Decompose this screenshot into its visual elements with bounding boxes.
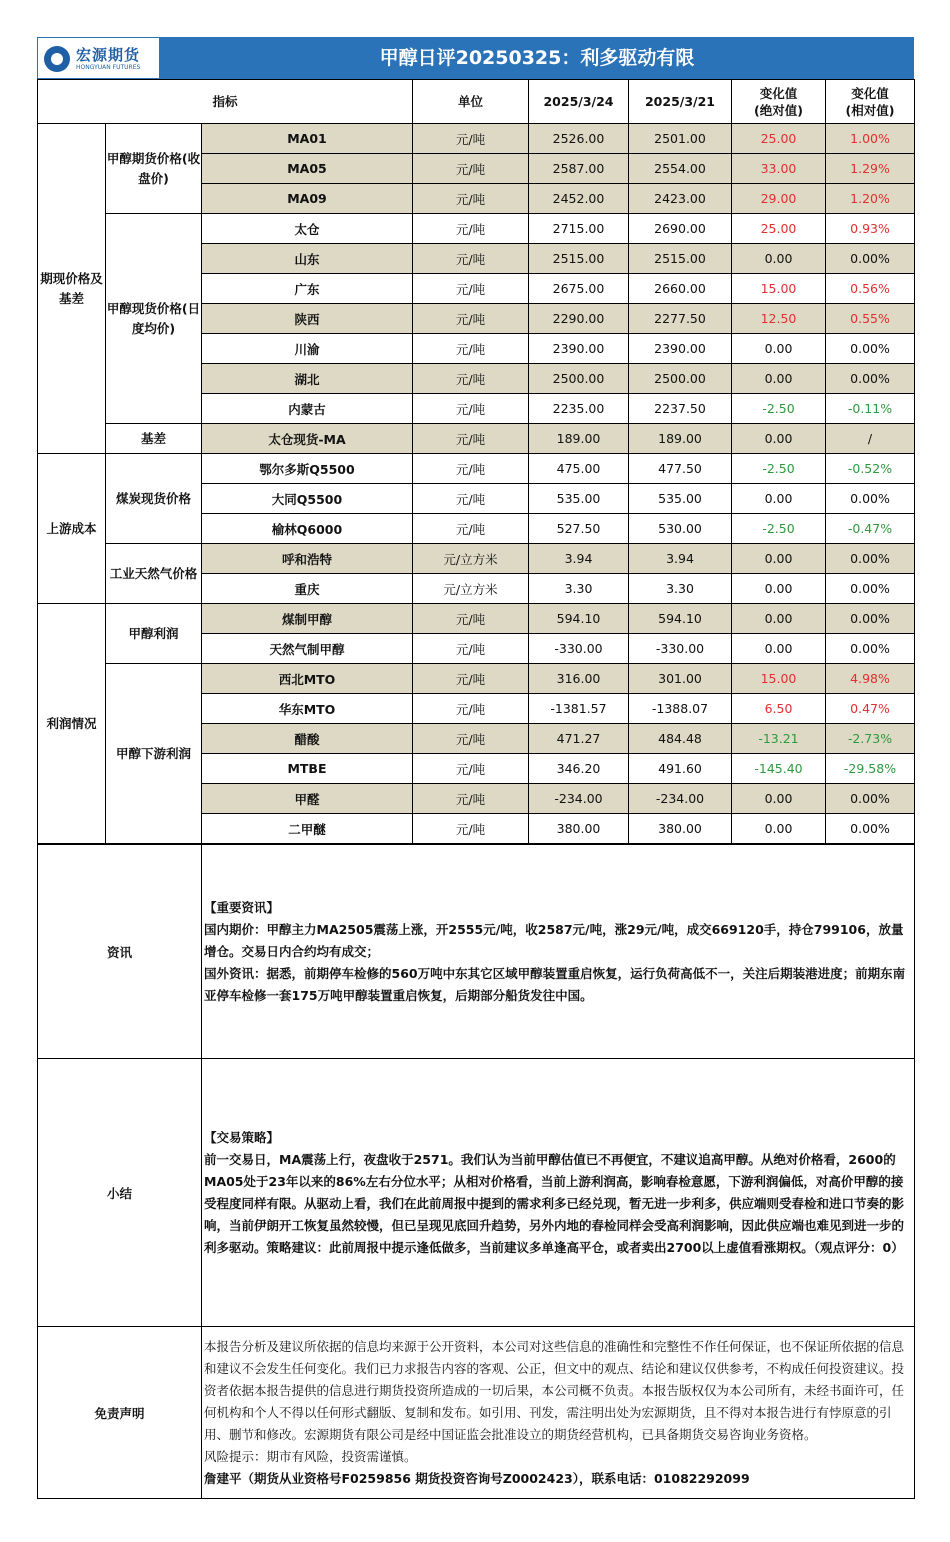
change-absolute: 25.00 (732, 214, 826, 244)
unit-cell: 元/吨 (413, 724, 529, 754)
unit-cell: 元/吨 (413, 784, 529, 814)
unit-cell: 元/吨 (413, 484, 529, 514)
unit-cell: 元/吨 (413, 154, 529, 184)
value-date2: 594.10 (629, 604, 732, 634)
change-relative: 0.00% (826, 814, 915, 844)
value-date2: 2690.00 (629, 214, 732, 244)
value-date1: -234.00 (529, 784, 629, 814)
subcategory-cell: 基差 (106, 424, 202, 454)
change-relative: 4.98% (826, 664, 915, 694)
subcategory-cell: 工业天然气价格 (106, 544, 202, 604)
indicator-name: 内蒙古 (202, 394, 413, 424)
change-absolute: -145.40 (732, 754, 826, 784)
news-row (38, 845, 915, 1059)
indicator-name: 天然气制甲醇 (202, 634, 413, 664)
indicator-name: MTBE (202, 754, 413, 784)
indicator-name: 鄂尔多斯Q5500 (202, 454, 413, 484)
value-date1: 535.00 (529, 484, 629, 514)
indicator-name: 陕西 (202, 304, 413, 334)
value-date1: 2515.00 (529, 244, 629, 274)
summary-content (202, 1059, 915, 1327)
value-date2: 2237.50 (629, 394, 732, 424)
value-date2: 3.30 (629, 574, 732, 604)
logo-english: HONGYUAN FUTURES (76, 64, 141, 71)
unit-cell: 元/吨 (413, 454, 529, 484)
change-absolute: 0.00 (732, 484, 826, 514)
value-date1: 3.94 (529, 544, 629, 574)
value-date2: 491.60 (629, 754, 732, 784)
col-date2: 2025/3/21 (629, 80, 732, 124)
unit-cell: 元/吨 (413, 364, 529, 394)
unit-cell: 元/吨 (413, 304, 529, 334)
indicator-name: MA05 (202, 154, 413, 184)
change-absolute: 0.00 (732, 334, 826, 364)
change-absolute: 0.00 (732, 544, 826, 574)
report-title: 甲醇日评20250325：利多驱动有限 (379, 47, 695, 69)
value-date2: 477.50 (629, 454, 732, 484)
value-date2: 380.00 (629, 814, 732, 844)
value-date2: 2277.50 (629, 304, 732, 334)
summary-heading: 【交易策略】 (204, 1129, 280, 1145)
change-relative: 0.00% (826, 484, 915, 514)
value-date1: 594.10 (529, 604, 629, 634)
value-date1: 2500.00 (529, 364, 629, 394)
value-date2: 2423.00 (629, 184, 732, 214)
change-absolute: 12.50 (732, 304, 826, 334)
indicator-name: 大同Q5500 (202, 484, 413, 514)
change-relative: 0.55% (826, 304, 915, 334)
value-date2: -234.00 (629, 784, 732, 814)
change-relative: 0.56% (826, 274, 915, 304)
value-date1: 2715.00 (529, 214, 629, 244)
subcategory-cell: 甲醇期货价格(收盘价) (106, 124, 202, 214)
value-date2: 530.00 (629, 514, 732, 544)
change-absolute: -2.50 (732, 454, 826, 484)
news-paragraph: 国内期价：甲醇主力MA2505震荡上涨，开2555元/吨，收2587元/吨，涨29元/吨，成交669120手，持仓799106，放量增仓。交易日内合约均有成交； (204, 921, 904, 959)
change-relative: -2.73% (826, 724, 915, 754)
report-sheet (37, 37, 914, 1499)
category-cell: 上游成本 (38, 454, 106, 604)
table-row (38, 124, 915, 154)
value-date1: 471.27 (529, 724, 629, 754)
indicator-name: 醋酸 (202, 724, 413, 754)
value-date1: 3.30 (529, 574, 629, 604)
change-relative: / (826, 424, 915, 454)
change-absolute: 29.00 (732, 184, 826, 214)
change-relative: -0.47% (826, 514, 915, 544)
value-date2: 2501.00 (629, 124, 732, 154)
change-absolute: 6.50 (732, 694, 826, 724)
summary-row (38, 1059, 915, 1327)
value-date2: 189.00 (629, 424, 732, 454)
unit-cell: 元/立方米 (413, 544, 529, 574)
col-abs: 变化值 (绝对值) (732, 80, 826, 124)
change-absolute: 0.00 (732, 364, 826, 394)
value-date1: 189.00 (529, 424, 629, 454)
disclaimer-label: 免责声明 (38, 1327, 202, 1499)
subcategory-cell: 甲醇现货价格(日度均价) (106, 214, 202, 424)
change-relative: 1.20% (826, 184, 915, 214)
change-relative: 0.00% (826, 364, 915, 394)
col-unit: 单位 (413, 80, 529, 124)
change-relative: 0.00% (826, 244, 915, 274)
news-heading: 【重要资讯】 (204, 899, 280, 915)
value-date2: 484.48 (629, 724, 732, 754)
category-cell: 利润情况 (38, 604, 106, 844)
change-relative: 1.29% (826, 154, 915, 184)
summary-paragraph: 前一交易日，MA震荡上行，夜盘收于2571。我们认为当前甲醇估值已不再便宜，不建议追高甲醇。从绝对价格看，2600的MA05处于23年以来的86%左右分位水平；从相对价格看，当前上游利润高，影响春检意愿，下游利润偏低，对高价甲醇的接受程度同样有限。从驱动上看，我们在此前周报中提到的需求利多已经兑现，暂无进一步利多，供应端则受春检和进口节奏的影响，当前伊朗开工恢复虽然较慢，但已呈现见底回升趋势，另外内地的春检同样会受高利润影响，因此供应端也难见到进一步的利多驱动。策略建议：此前周报中提示逢低做多，当前建议多单逢高平仓，或者卖出2700以上虚值看涨期权。（观点评分：0） (204, 1151, 905, 1255)
col-date1: 2025/3/24 (529, 80, 629, 124)
subcategory-cell: 煤炭现货价格 (106, 454, 202, 544)
indicator-name: 煤制甲醇 (202, 604, 413, 634)
table-row (38, 664, 915, 694)
company-logo (37, 37, 160, 79)
table-row (38, 214, 915, 244)
news-label: 资讯 (38, 845, 202, 1059)
unit-cell: 元/吨 (413, 694, 529, 724)
logo-icon (44, 46, 70, 72)
logo-name: 宏源期货 (76, 46, 141, 64)
value-date1: 2675.00 (529, 274, 629, 304)
value-date2: 535.00 (629, 484, 732, 514)
value-date1: 2526.00 (529, 124, 629, 154)
disclaimer-content (202, 1327, 915, 1499)
change-absolute: 25.00 (732, 124, 826, 154)
change-absolute: 0.00 (732, 814, 826, 844)
value-date1: -330.00 (529, 634, 629, 664)
change-relative: 0.93% (826, 214, 915, 244)
value-date2: -1388.07 (629, 694, 732, 724)
indicator-name: 重庆 (202, 574, 413, 604)
unit-cell: 元/吨 (413, 424, 529, 454)
table-header-row (38, 80, 915, 124)
unit-cell: 元/立方米 (413, 574, 529, 604)
value-date2: 3.94 (629, 544, 732, 574)
value-date1: 346.20 (529, 754, 629, 784)
category-cell: 期现价格及基差 (38, 124, 106, 454)
disclaimer-row (38, 1327, 915, 1499)
indicator-name: 甲醛 (202, 784, 413, 814)
indicator-name: MA09 (202, 184, 413, 214)
change-absolute: 0.00 (732, 604, 826, 634)
change-relative: -0.11% (826, 394, 915, 424)
change-absolute: 15.00 (732, 664, 826, 694)
value-date1: 2290.00 (529, 304, 629, 334)
unit-cell: 元/吨 (413, 514, 529, 544)
indicator-name: 华东MTO (202, 694, 413, 724)
value-date2: 2515.00 (629, 244, 732, 274)
value-date1: 2390.00 (529, 334, 629, 364)
report-header (37, 37, 914, 79)
unit-cell: 元/吨 (413, 334, 529, 364)
change-absolute: 0.00 (732, 244, 826, 274)
summary-label: 小结 (38, 1059, 202, 1327)
indicator-name: 太仓 (202, 214, 413, 244)
value-date2: 301.00 (629, 664, 732, 694)
text-table (37, 844, 915, 1499)
change-absolute: 0.00 (732, 784, 826, 814)
indicator-name: MA01 (202, 124, 413, 154)
unit-cell: 元/吨 (413, 664, 529, 694)
data-table (37, 79, 915, 844)
indicator-name: 山东 (202, 244, 413, 274)
risk-warning: 风险提示：期市有风险，投资需谨慎。 (204, 1448, 417, 1464)
indicator-name: 榆林Q6000 (202, 514, 413, 544)
value-date1: 2587.00 (529, 154, 629, 184)
indicator-name: 太仓现货-MA (202, 424, 413, 454)
table-row (38, 424, 915, 454)
value-date2: 2390.00 (629, 334, 732, 364)
unit-cell: 元/吨 (413, 244, 529, 274)
change-absolute: -2.50 (732, 394, 826, 424)
change-relative: 1.00% (826, 124, 915, 154)
change-relative: 0.00% (826, 334, 915, 364)
indicator-name: 川渝 (202, 334, 413, 364)
table-row (38, 544, 915, 574)
change-relative: 0.00% (826, 574, 915, 604)
value-date1: 2452.00 (529, 184, 629, 214)
value-date1: 475.00 (529, 454, 629, 484)
unit-cell: 元/吨 (413, 634, 529, 664)
col-indicator: 指标 (38, 80, 413, 124)
value-date2: 2660.00 (629, 274, 732, 304)
unit-cell: 元/吨 (413, 604, 529, 634)
indicator-name: 呼和浩特 (202, 544, 413, 574)
unit-cell: 元/吨 (413, 754, 529, 784)
analyst-contact: 詹建平（期货从业资格号F0259856 期货投资咨询号Z0002423），联系电话：01082292099 (204, 1470, 750, 1486)
value-date1: 380.00 (529, 814, 629, 844)
change-absolute: 0.00 (732, 424, 826, 454)
change-relative: -0.52% (826, 454, 915, 484)
change-relative: 0.47% (826, 694, 915, 724)
change-relative: -29.58% (826, 754, 915, 784)
value-date2: 2500.00 (629, 364, 732, 394)
value-date1: -1381.57 (529, 694, 629, 724)
unit-cell: 元/吨 (413, 394, 529, 424)
change-absolute: -2.50 (732, 514, 826, 544)
unit-cell: 元/吨 (413, 184, 529, 214)
indicator-name: 广东 (202, 274, 413, 304)
change-absolute: 15.00 (732, 274, 826, 304)
col-rel: 变化值 (相对值) (826, 80, 915, 124)
subcategory-cell: 甲醇利润 (106, 604, 202, 664)
unit-cell: 元/吨 (413, 214, 529, 244)
change-relative: 0.00% (826, 604, 915, 634)
indicator-name: 西北MTO (202, 664, 413, 694)
change-relative: 0.00% (826, 784, 915, 814)
disclaimer-paragraph: 本报告分析及建议所依据的信息均来源于公开资料，本公司对这些信息的准确性和完整性不作任何保证，也不保证所依据的信息和建议不会发生任何变化。我们已力求报告内容的客观、公正，但文中的观点、结论和建议仅供参考，不构成任何投资建议。投资者依据本报告提供的信息进行期货投资所造成的一切后果，本公司概不负责。本报告版权仅为本公司所有，未经书面许可，任何机构和个人不得以任何形式翻版、复制和发布。如引用、刊发，需注明出处为宏源期货，且不得对本报告进行有悖原意的引用、删节和修改。宏源期货有限公司是经中国证监会批准设立的期货经营机构，已具备期货交易咨询业务资格。 (204, 1338, 905, 1442)
table-row (38, 604, 915, 634)
indicator-name: 湖北 (202, 364, 413, 394)
subcategory-cell: 甲醇下游利润 (106, 664, 202, 844)
news-paragraph: 国外资讯：据悉，前期停车检修的560万吨中东其它区域甲醇装置重启恢复，运行负荷高低不一，关注后期装港进度；前期东南亚停车检修一套175万吨甲醇装置重启恢复，后期部分船货发往中国。 (204, 965, 906, 1003)
value-date1: 2235.00 (529, 394, 629, 424)
change-absolute: 0.00 (732, 574, 826, 604)
value-date1: 316.00 (529, 664, 629, 694)
unit-cell: 元/吨 (413, 124, 529, 154)
change-absolute: 0.00 (732, 634, 826, 664)
change-absolute: -13.21 (732, 724, 826, 754)
change-relative: 0.00% (826, 634, 915, 664)
indicator-name: 二甲醚 (202, 814, 413, 844)
change-absolute: 33.00 (732, 154, 826, 184)
unit-cell: 元/吨 (413, 274, 529, 304)
news-content (202, 845, 915, 1059)
table-row (38, 454, 915, 484)
value-date2: 2554.00 (629, 154, 732, 184)
value-date1: 527.50 (529, 514, 629, 544)
value-date2: -330.00 (629, 634, 732, 664)
change-relative: 0.00% (826, 544, 915, 574)
unit-cell: 元/吨 (413, 814, 529, 844)
